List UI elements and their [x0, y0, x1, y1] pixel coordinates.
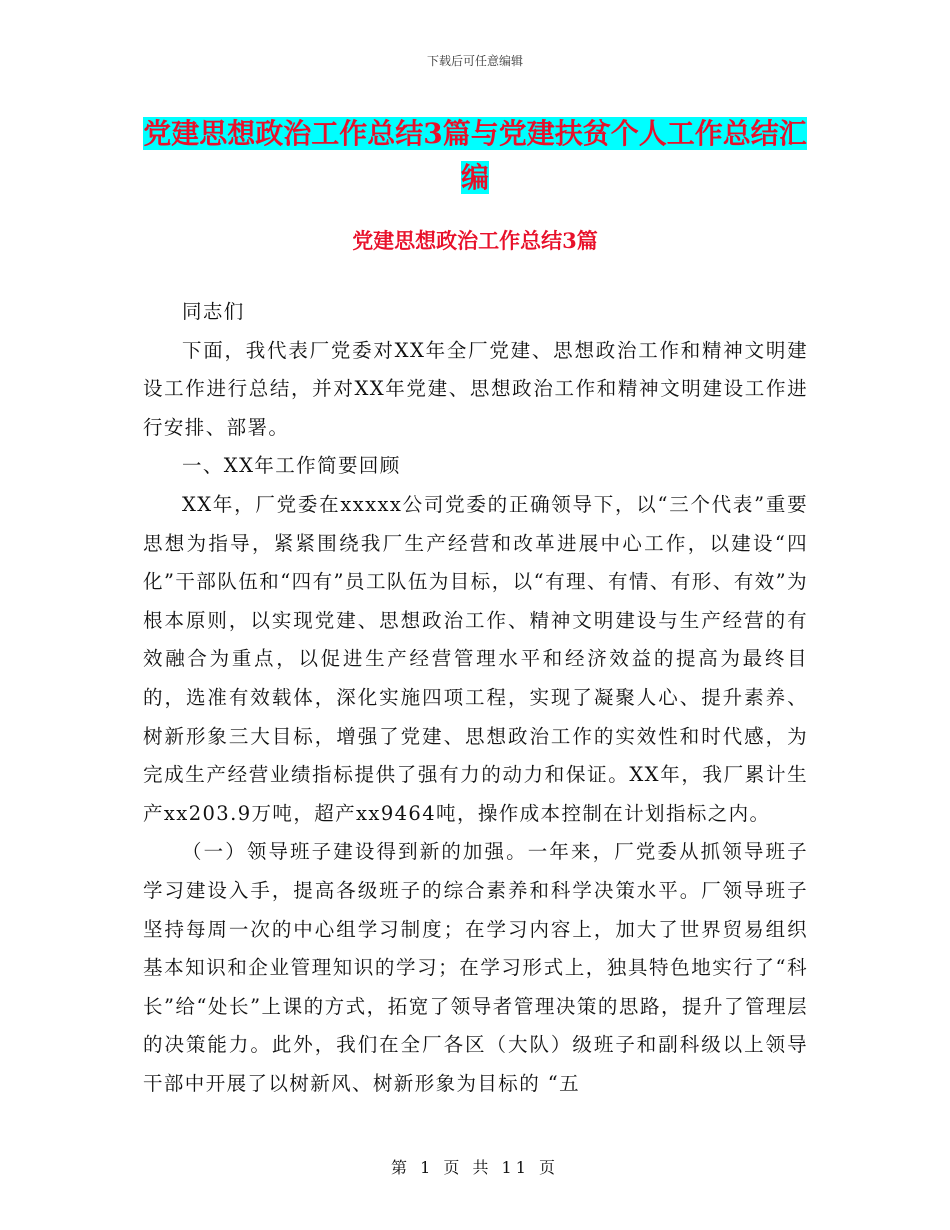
header-note: 下载后可任意编辑 [426, 54, 523, 68]
section-title: 党建思想政治工作总结3篇 [352, 228, 598, 253]
paragraph: 同志们 [182, 300, 245, 323]
paragraph: XX年，厂党委在xxxxx公司党委的正确领导下，以“三个代表”重要思想为指导，紧紧围绕我厂生产经营和改革进展中心工作，以建设“四化”干部队伍和“四有”员工队伍为目标，以“有理、有情、有形、有效”为根本原则，以实现党建、思想政治工作、精神文明建设与生产经营的有效融合为重点，以促进生产经营管理水平和经济效益的提高为最终目的，选准有效载体，深化实施四项工程，实现了凝聚人心、提升素养、树新形象三大目标，增强了党建、思想政治工作的实效性和时代感，为完成生产经营业绩指标提供了强有力的动力和保证。XX年，我厂累计生产xx203.9万吨，超产xx9464吨，操作成本控制在计划指标之内。 [143, 492, 808, 825]
document-title-text: 党建思想政治工作总结3篇与党建扶贫个人工作总结汇编 [143, 117, 807, 194]
paragraph: 一、XX年工作简要回顾 [182, 454, 401, 478]
paragraph: 下面，我代表厂党委对XX年全厂党建、思想政治工作和精神文明建设工作进行总结，并对XX年党建、思想政治工作和精神文明建设工作进行安排、部署。 [143, 338, 808, 439]
page-number-footer: 第 1 页 共 11 页 [391, 1158, 559, 1177]
paragraph: （一）领导班子建设得到新的加强。一年来，厂党委从抓领导班子学习建设入手，提高各级班子的综合素养和科学决策水平。厂领导班子坚持每周一次的中心组学习制度；在学习内容上，加大了世界贸易组织基本知识和企业管理知识的学习；在学习形式上，独具特色地实行了“科长”给“处长”上课的方式，拓宽了领导者管理决策的思路，提升了管理层的决策能力。此外，我们在全厂各区（大队）级班子和副科级以上领导干部中开展了以树新风、树新形象为目标的 “五 [143, 840, 808, 1095]
document-title [140, 112, 810, 200]
document-body [143, 293, 808, 1103]
